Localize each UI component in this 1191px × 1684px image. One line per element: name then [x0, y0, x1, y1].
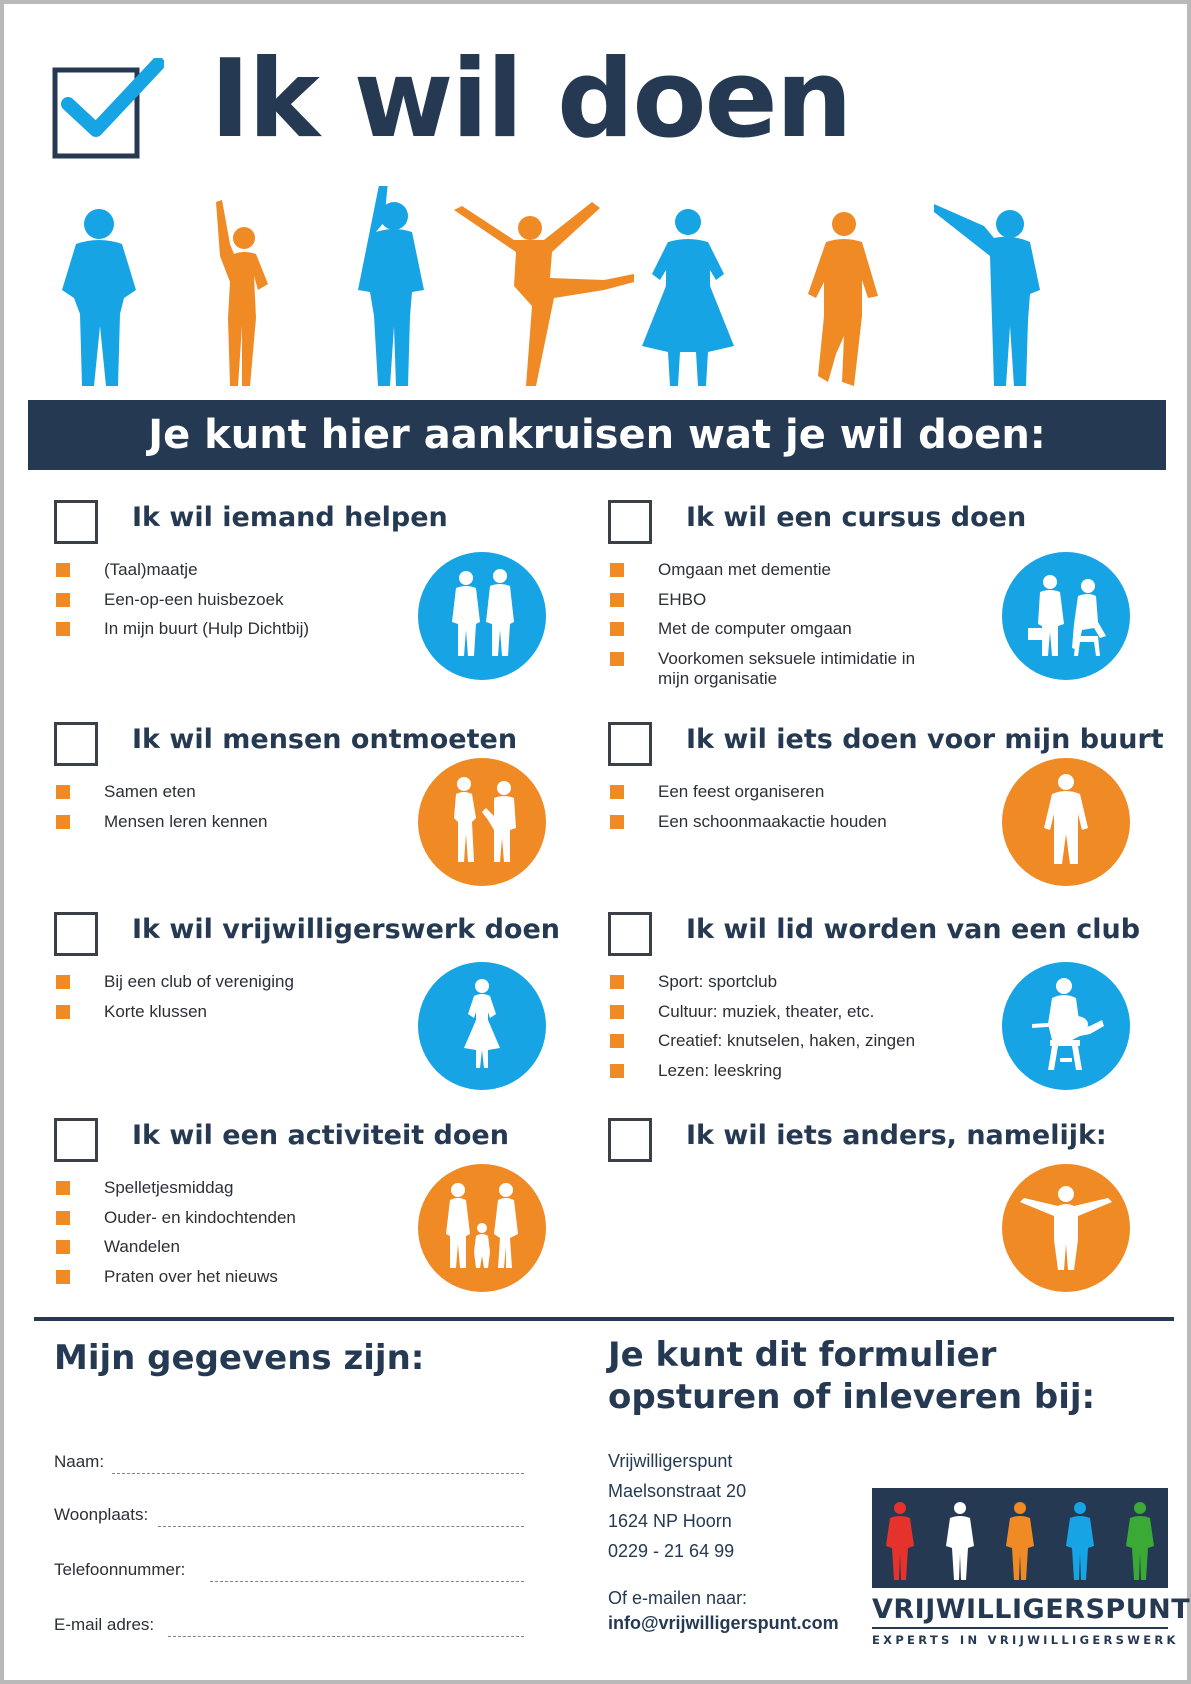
- option-item-label: Spelletjesmiddag: [104, 1178, 234, 1197]
- standing-man-icon: [1002, 758, 1130, 886]
- logo-tagline: EXPERTS IN VRIJWILLIGERSWERK: [872, 1633, 1179, 1647]
- city-input-line[interactable]: [158, 1526, 524, 1527]
- option-item-label: Creatief: knutselen, haken, zingen: [658, 1031, 916, 1051]
- option-item-label: Korte klussen: [104, 1001, 207, 1021]
- option-item-label: EHBO: [658, 589, 707, 609]
- option-item-label: Een feest organiseren: [658, 782, 825, 801]
- city-field-label: Woonplaats:: [54, 1505, 149, 1524]
- option-title: Ik wil iets anders, namelijk:: [686, 1120, 1107, 1151]
- option-item: [608, 782, 948, 802]
- checkbox-check-icon: [52, 58, 164, 160]
- option-checkbox[interactable]: [54, 500, 98, 544]
- bullet-square-icon: [56, 563, 70, 577]
- bullet-square-icon: [56, 622, 70, 636]
- option-item: [54, 972, 394, 992]
- option-items: [608, 972, 948, 1090]
- bullet-square-icon: [610, 1034, 624, 1048]
- arms-spread-man-icon: [1002, 1164, 1130, 1292]
- option-item: [54, 1002, 394, 1022]
- woman-dress-figure: [642, 209, 734, 386]
- bullet-square-icon: [56, 1005, 70, 1019]
- option-item: [54, 619, 394, 639]
- option-title: Ik wil iets doen voor mijn buurt: [686, 724, 1164, 755]
- bullet-square-icon: [56, 785, 70, 799]
- logo-figures-box: [872, 1488, 1168, 1588]
- bullet-square-icon: [610, 1005, 624, 1019]
- option-title: Ik wil een cursus doen: [686, 502, 1027, 533]
- phone-field[interactable]: [54, 1560, 524, 1584]
- option-title: Ik wil iemand helpen: [132, 502, 448, 533]
- phone-input-line[interactable]: [210, 1581, 524, 1582]
- bullet-square-icon: [56, 1181, 70, 1195]
- option-item-label: Bij een club of vereniging: [104, 972, 294, 991]
- instruction-banner: Je kunt hier aankruisen wat je wil doen:: [28, 400, 1166, 470]
- option-item: [54, 782, 394, 802]
- name-input-line[interactable]: [112, 1473, 524, 1474]
- email-field-label: E-mail adres:: [54, 1615, 155, 1634]
- address-block: [608, 1446, 746, 1566]
- logo-rule: [872, 1627, 1168, 1629]
- phone-field-label: Telefoonnummer:: [54, 1560, 186, 1579]
- option-item-label: (Taal)maatje: [104, 560, 198, 579]
- pointing-man-left-figure: [934, 204, 1040, 386]
- bullet-square-icon: [610, 563, 624, 577]
- bullet-square-icon: [610, 1064, 624, 1078]
- bullet-square-icon: [610, 815, 624, 829]
- family-icon: [418, 1164, 546, 1292]
- address-street: Maelsonstraat 20: [608, 1481, 747, 1501]
- email-input-line[interactable]: [168, 1636, 524, 1637]
- option-checkbox[interactable]: [608, 722, 652, 766]
- option-item: [54, 1178, 394, 1198]
- option-item: [608, 1061, 948, 1081]
- option-items: [54, 1178, 394, 1296]
- option-item-label: Mensen leren kennen: [104, 811, 268, 831]
- option-items: [54, 782, 394, 841]
- logo-figure: [946, 1502, 974, 1580]
- option-item-label: Een-op-een huisbezoek: [104, 589, 284, 609]
- send-title: Je kunt dit formulier opsturen of inleveren bij:: [608, 1335, 1096, 1417]
- option-item-label: Een schoonmaakactie houden: [658, 811, 887, 831]
- logo-name: VRIJWILLIGERSPUNT: [872, 1594, 1191, 1625]
- option-item-label: Met de computer omgaan: [658, 619, 852, 639]
- logo-figure: [1006, 1502, 1034, 1580]
- option-checkbox[interactable]: [608, 912, 652, 956]
- option-item: [54, 812, 394, 832]
- option-item-label: In mijn buurt (Hulp Dichtbij): [104, 619, 310, 639]
- logo-figure: [1126, 1502, 1154, 1580]
- name-field[interactable]: [54, 1452, 524, 1476]
- option-items: [608, 782, 948, 841]
- option-item: [608, 812, 948, 832]
- option-title: Ik wil vrijwilligerswerk doen: [132, 914, 561, 945]
- logo-figures: [872, 1488, 1168, 1588]
- option-item: [608, 619, 948, 639]
- address-org: Vrijwilligerspunt: [608, 1451, 733, 1471]
- divider: [34, 1317, 1174, 1321]
- option-item: [608, 590, 948, 610]
- option-title: Ik wil een activiteit doen: [132, 1120, 509, 1151]
- option-item: [608, 1002, 948, 1022]
- name-field-label: Naam:: [54, 1452, 105, 1471]
- address-city: 1624 NP Hoorn: [608, 1511, 732, 1531]
- option-item-label: Ouder- en kindochtenden: [104, 1207, 296, 1227]
- option-item-label: Sport: sportclub: [658, 972, 778, 991]
- bullet-square-icon: [610, 652, 624, 666]
- option-checkbox[interactable]: [54, 1118, 98, 1162]
- option-item-label: Lezen: leeskring: [658, 1060, 782, 1080]
- bullet-square-icon: [56, 1211, 70, 1225]
- option-item-label: Cultuur: muziek, theater, etc.: [658, 1001, 875, 1021]
- bullet-square-icon: [610, 785, 624, 799]
- bullet-square-icon: [56, 815, 70, 829]
- pointing-man-figure: [358, 186, 424, 386]
- option-items: [54, 560, 394, 649]
- option-item: [608, 560, 948, 580]
- city-field[interactable]: [54, 1505, 524, 1529]
- page-title: Ik wil doen: [210, 37, 851, 162]
- email-link[interactable]: info@vrijwilligerspunt.com: [608, 1613, 839, 1633]
- option-item: [54, 590, 394, 610]
- woman-icon: [418, 962, 546, 1090]
- personal-data-title: Mijn gegevens zijn:: [54, 1338, 425, 1378]
- option-checkbox[interactable]: [608, 500, 652, 544]
- option-checkbox[interactable]: [54, 722, 98, 766]
- bullet-square-icon: [56, 975, 70, 989]
- option-checkbox[interactable]: [608, 1118, 652, 1162]
- option-item: [608, 1031, 948, 1051]
- email-field[interactable]: [54, 1615, 524, 1639]
- option-item: [54, 1208, 394, 1228]
- two-men-icon: [418, 552, 546, 680]
- bullet-square-icon: [610, 593, 624, 607]
- option-title: Ik wil mensen ontmoeten: [132, 724, 518, 755]
- option-title: Ik wil lid worden van een club: [686, 914, 1141, 945]
- vrijwilligerspunt-logo: [872, 1488, 1191, 1647]
- option-checkbox[interactable]: [54, 912, 98, 956]
- option-item-label: Omgaan met dementie: [658, 560, 831, 579]
- two-people-talking-icon: [418, 758, 546, 886]
- logo-figure: [886, 1502, 914, 1580]
- pointing-woman-figure: [216, 200, 268, 386]
- option-items: [54, 972, 394, 1031]
- option-items: [608, 560, 948, 698]
- option-item-label: Praten over het nieuws: [104, 1266, 278, 1286]
- bullet-square-icon: [56, 1270, 70, 1284]
- option-item: [608, 649, 948, 689]
- form-page: [4, 4, 1191, 1680]
- option-item-label: Wandelen: [104, 1237, 180, 1257]
- option-item: [54, 1237, 394, 1257]
- email-label: Of e-mailen naar:: [608, 1588, 748, 1608]
- address-phone: 0229 - 21 64 99: [608, 1541, 735, 1561]
- bullet-square-icon: [56, 593, 70, 607]
- option-item: [54, 560, 394, 580]
- dancer-figure: [454, 202, 634, 386]
- guitar-player-icon: [1002, 962, 1130, 1090]
- option-item: [54, 1267, 394, 1287]
- bullet-square-icon: [610, 622, 624, 636]
- student-teacher-icon: [1002, 552, 1130, 680]
- option-item-label: Samen eten: [104, 782, 196, 801]
- option-item-label: Voorkomen seksuele intimidatie in mijn organisatie: [658, 648, 916, 688]
- people-silhouettes: [44, 186, 1164, 408]
- option-item: [608, 972, 948, 992]
- bullet-square-icon: [56, 1240, 70, 1254]
- walking-man-figure: [808, 212, 878, 386]
- standing-man-figure: [62, 209, 136, 386]
- bullet-square-icon: [610, 975, 624, 989]
- logo-figure: [1066, 1502, 1094, 1580]
